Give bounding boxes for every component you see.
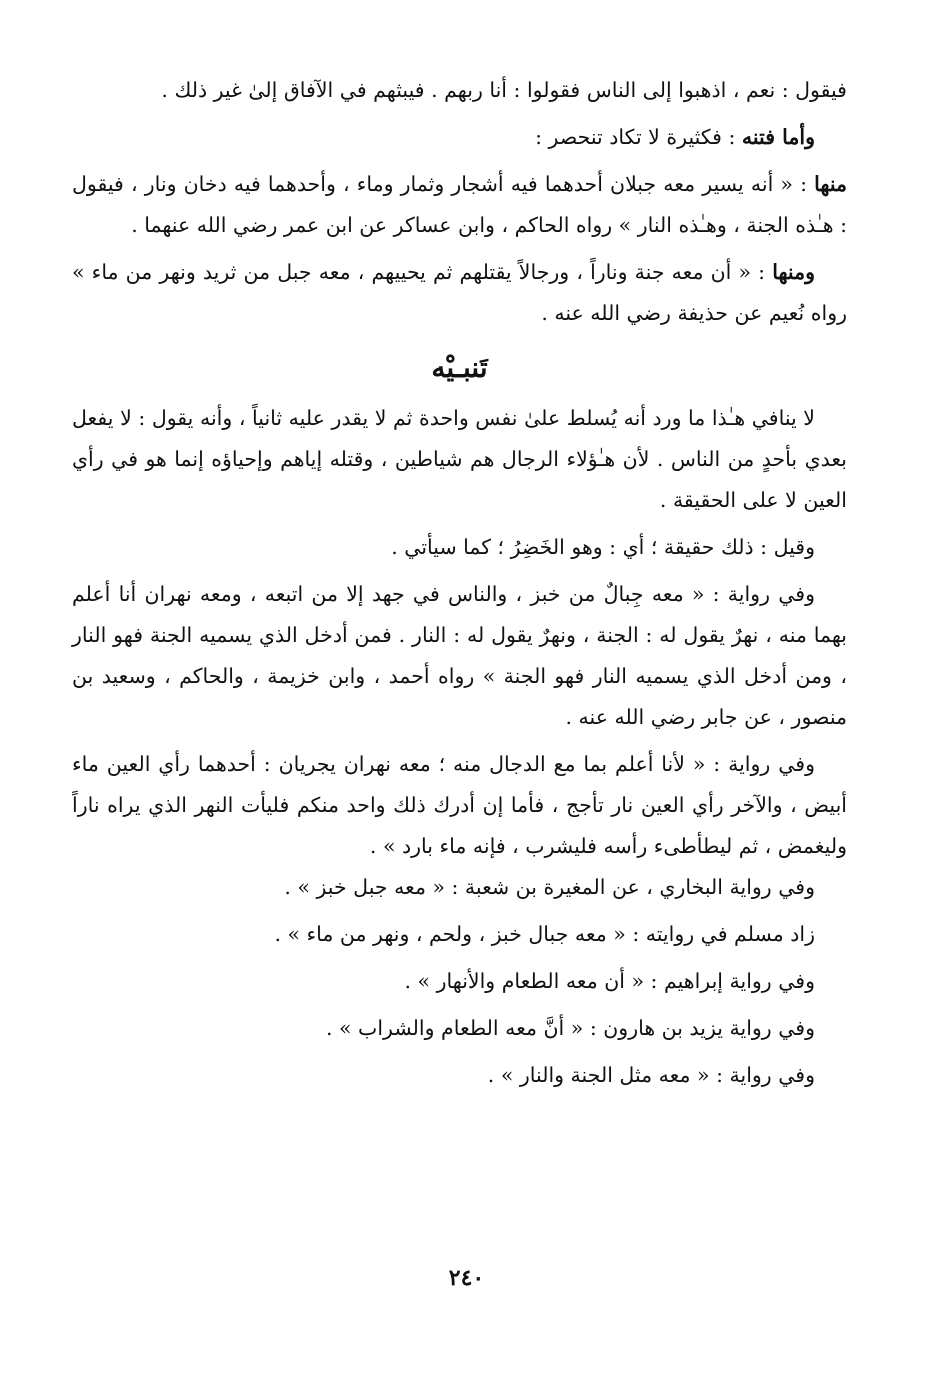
paragraph-12: وفي رواية يزيد بن هارون : « أنَّ معه الطعام والشراب » . bbox=[325, 1016, 815, 1040]
paragraph-7: وفي رواية : « معه جِبالٌ من خبز ، والناس في جهد إلا من اتبعه ، ومعه نهران أنا أعلم بهما منه ، نهرٌ يقول له : الجنة ، ونهرٌ يقول له : النار . فمن أدخل الذي يسميه الجنة فهو النار ، ومن أدخل الذي يسميه النار فهو الجنة » رواه أحمد ، وابن خزيمة ، والحاكم ، وسعيد بن منصور ، عن جابر رضي الله عنه . bbox=[72, 582, 847, 729]
paragraph-text: : فكثيرة لا تكاد تنحصر : bbox=[535, 125, 742, 149]
paragraph-10: زاد مسلم في روايته : « معه جبال خبز ، ولحم ، ونهر من ماء » . bbox=[274, 922, 815, 946]
paragraph-lead: ومنها bbox=[772, 260, 815, 284]
page-number: ٢٤٠ bbox=[448, 1265, 485, 1291]
paragraph-4 bbox=[72, 252, 847, 334]
paragraph-9: وفي رواية البخاري ، عن المغيرة بن شعبة : « معه جبل خبز » . bbox=[284, 875, 815, 899]
paragraph-1 bbox=[72, 70, 847, 111]
paragraph-11: وفي رواية إبراهيم : « أن معه الطعام والأنهار » . bbox=[404, 969, 815, 993]
paragraph-3 bbox=[72, 164, 847, 246]
paragraph-6: وقيل : ذلك حقيقة ؛ أي : وهو الخَضِرُ ؛ كما سيأتي . bbox=[391, 535, 815, 559]
section-heading: تَنبـيْه bbox=[431, 351, 488, 384]
paragraph-text: : « أن معه جنة وناراً ، ورجالاً يقتلهم ثم يحييهم ، معه جبل من ثريد ونهر من ماء » رواه نُعيم عن حذيفة رضي الله عنه . bbox=[72, 260, 847, 325]
paragraph-13: وفي رواية : « معه مثل الجنة والنار » . bbox=[487, 1063, 815, 1087]
paragraph-text: : « أنه يسير معه جبلان أحدهما فيه أشجار وثمار وماء ، وأحدهما فيه دخان ونار ، فيقول : هـٰذه الجنة ، وهـٰذه النار » رواه الحاكم ، وابن عساكر عن ابن عمر رضي الله عنهما . bbox=[72, 172, 847, 237]
paragraph-text: فيقول : نعم ، اذهبوا إلى الناس فقولوا : أنا ربهم . فيبثهم في الآفاق إلىٰ غير ذلك . bbox=[161, 78, 847, 102]
paragraph-2 bbox=[72, 117, 847, 158]
paragraph-5: لا ينافي هـٰذا ما ورد أنه يُسلط علىٰ نفس واحدة ثم لا يقدر عليه ثانياً ، وأنه يقول : لا يفعل بعدي بأحدٍ من الناس . لأن هـٰؤلاء الرجال هم شياطين ، وقتله إياهم وإحياؤه إنما هو في رأي العين لا على الحقيقة . bbox=[72, 406, 847, 512]
paragraph-8: وفي رواية : « لأنا أعلم بما مع الدجال منه ؛ معه نهران يجريان : أحدهما رأي العين ماء أبيض ، والآخر رأي العين نار تأجج ، فأما إن أدرك ذلك واحد منكم فليأت النهر الذي يراه ناراً وليغمض ، ثم ليطأطىء رأسه فليشرب ، فإنه ماء بارد » . bbox=[72, 752, 847, 858]
page-body bbox=[72, 70, 847, 1096]
paragraph-lead: منها bbox=[814, 172, 847, 196]
paragraph-lead: وأما فتنه bbox=[741, 125, 815, 149]
